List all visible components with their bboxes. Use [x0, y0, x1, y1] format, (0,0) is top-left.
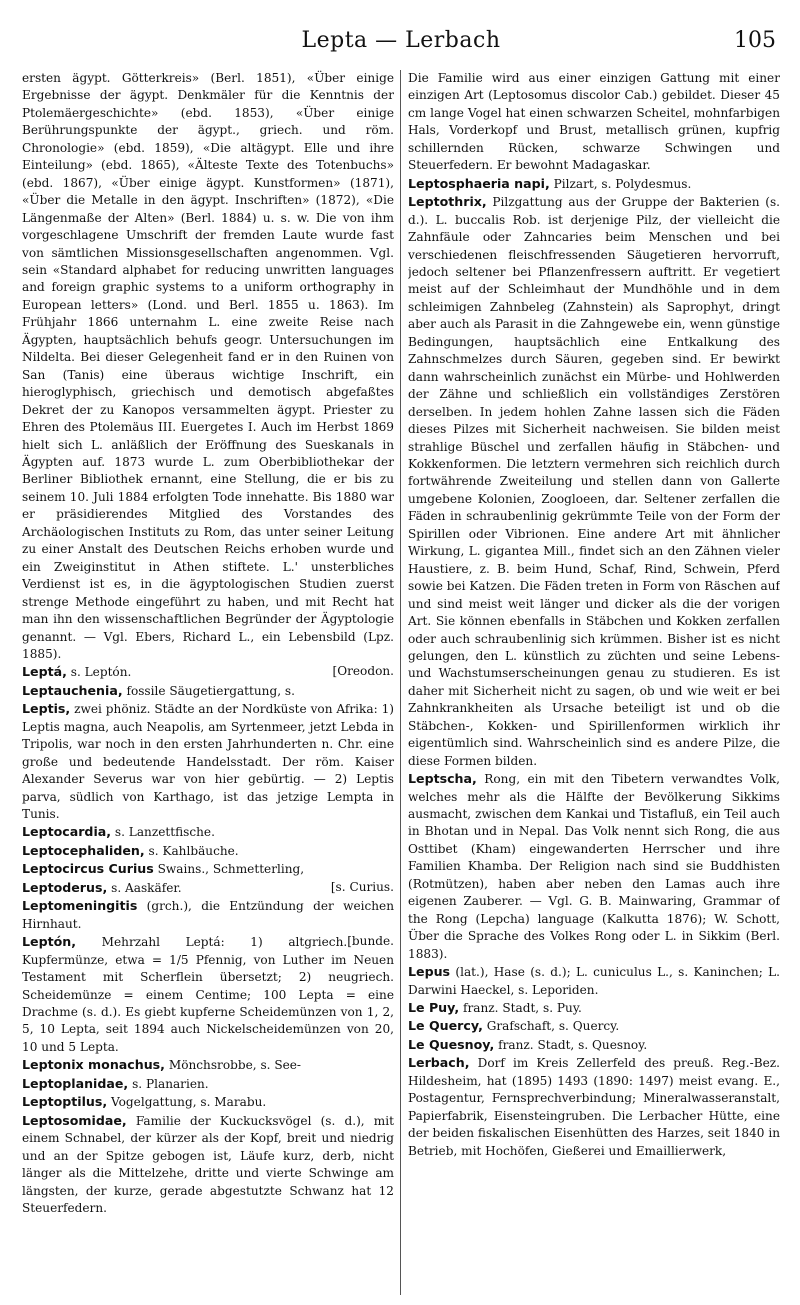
dictionary-entry [22, 933, 394, 1056]
dictionary-entry [408, 770, 780, 963]
dictionary-entry [22, 1075, 394, 1093]
entry-text: franz. Stadt, s. Puy. [463, 1001, 582, 1016]
dictionary-entry [22, 700, 394, 823]
entry-headword: Leptauchenia, [22, 682, 123, 698]
dictionary-entry [22, 1056, 394, 1074]
dictionary-entry [408, 999, 780, 1017]
entry-headword: Leptosphaeria napi, [408, 175, 550, 191]
entry-text: s. Lanzettfische. [114, 825, 215, 840]
dictionary-entry [22, 897, 394, 933]
entry-headword: Leptonix monachus, [22, 1057, 165, 1073]
entry-text: Rong, ein mit den Tibetern verwandtes Volk, welches mehr als die Hälfte der Bevölkerung Sikkims ausmacht, zwischen dem Kankai und Tistafluß, ein Teil auch in Bhotan und in Nepal. Das Volk nennt sich Rong, die aus Osttibet (Kham) eingewanderten Herrscher und ihre Familien Khamba. Der Religion nach sind sie Buddhisten (Rotmützen), haben aber neben den Lamas auch ihre eigenen Zauberer. — Vgl. G. B. Mainwaring, Grammar of the Rong (Lepcha) language (Kalkutta 1876); W. Schott, Über die Sprache des Volkes Rong oder L. in Sikkim (Berl. 1883). [408, 772, 780, 961]
entry-text: s. Planarien. [132, 1076, 209, 1091]
entry-headword: Leptoderus, [22, 879, 108, 895]
entry-headword: Leptocephaliden, [22, 842, 145, 858]
dictionary-entry [22, 70, 394, 663]
entry-text: Swains., Schmetterling, [157, 862, 305, 877]
text-columns [22, 70, 780, 1295]
dictionary-entry [408, 1036, 780, 1054]
dictionary-entry [22, 1112, 394, 1218]
entry-headword: Leptothrix, [408, 194, 487, 210]
entry-headword: Leptocardia, [22, 824, 112, 840]
entry-text: Pilzgattung aus der Gruppe der Bakterien (s. d.). L. buccalis Rob. ist derjenige Pilz, der vielleicht die Zahnfäule oder Zahncaries beim Menschen und bei verschiedenen fleischfressenden Säugetieren hervorruft, jedoch seltener bei Pflanzenfressern auftritt. Er vegetiert meist auf der Schleimhaut der Mundhöhle und in dem schleimigen Zahnbeleg (Zahnstein) als Saprophyt, dringt aber auch als Parasit in die Zahngewebe ein, wenn günstige Bedingungen, hauptsächlich eine Entkalkung des Zahnschmelzes durch Säuren, gegeben sind. Er bewirkt dann wahrscheinlich zunächst ein Mürbe- und Hohlwerden der Zähne und schließlich ein vollständiges Zerstören derselben. In jedem hohlen Zahne lassen sich die Fäden dieses Pilzes mit Sicherheit nachweisen. Sie bilden meist strahlige Büschel und zerfallen häufig in Stäbchen- und Kokkenformen. Die letztern vermehren sich reichlich durch fortwährende Zweiteilung und stellen dann von Gallerte umgebene Kolonien, Zoogloeen, dar. Seltener zerfallen die Fäden in schraubenlinig gekrümmte Teile von der Form der Spirillen oder Vibrionen. Eine andere Art mit ähnlicher Wirkung, L. gigantea Mill., findet sich an den Zähnen vieler Haustiere, z. B. beim Hund, Schaf, Rind, Schwein, Pferd sowie bei Katzen. Die Fäden treten in Form von Räschen auf und sind meist weit länger und dicker als die der vorigen Art. Sie können ebenfalls in Stäbchen und Kokken zerfallen oder auch schraubenlinig sich krümmen. Bisher ist es nicht gelungen, den L. künstlich zu züchten und seine Lebens- und Wachstumserscheinungen genau zu studieren. Es ist daher mit Sicherheit nicht zu sagen, ob und wie weit er bei Zahnkrankheiten als Ursache beteiligt ist und ob die Stäbchen-, Kokken- und Spirillenformen wirklich ihr eigentümlich sind. Wahrscheinlich sind es andere Pilze, die diese Formen bilden. [408, 195, 780, 768]
entry-headword: Leptomeningitis [22, 898, 138, 914]
entry-headword: Leptocircus Curius [22, 861, 154, 877]
entry-text: Mehrzahl Leptá: 1) altgriech. Kupfermünze, etwa = 1/5 Pfennig, von Luther im Neuen Testament mit Scherflein übersetzt; 2) neugriech. Scheidemünze = einem Centime; 100 Lepta = eine Drachme (s. d.). Es giebt kupferne Scheidemünzen von 1, 2, 5, 10 Lepta, seit 1894 auch Nickelscheidemünzen von 20, 10 und 5 Lepta. [22, 935, 394, 1054]
entry-text: s. Kahlbäuche. [148, 843, 239, 858]
entry-text: Die Familie wird aus einer einzigen Gattung mit einer einzigen Art (Leptosomus discolor Cab.) gebildet. Dieser 45 cm lange Vogel hat einen schwarzen Scheitel, mohnfarbigen Hals, Vorderkopf und Brust, metallisch grünen, kupfrig schillernden Rücken, schwarze Schwingen und Steuerfedern. Er bewohnt Madagaskar. [408, 71, 780, 173]
entry-headword: Leptoptilus, [22, 1094, 108, 1110]
dictionary-entry [408, 1017, 780, 1035]
entry-headword: Lerbach, [408, 1055, 470, 1071]
dictionary-entry [408, 963, 780, 999]
entry-text: Grafschaft, s. Quercy. [486, 1019, 620, 1034]
entry-text: zwei phöniz. Städte an der Nordküste von Afrika: 1) Leptis magna, auch Neapolis, am Syrtenmeer, jetzt Lebda in Tripolis, war noch in den ersten Jahrhunderten n. Chr. eine große und bedeutende Handelsstadt. Der röm. Kaiser Alexander Severus war von hier gebürtig. — 2) Leptis parva, südlich von Karthago, ist das jetzige Lempta in Tunis. [22, 702, 394, 822]
dictionary-entry [22, 860, 394, 878]
running-title: Lepta — Lerbach [301, 28, 501, 53]
entry-continuation-fragment: [s. Curius. [330, 879, 394, 894]
dictionary-entry [22, 1093, 394, 1111]
entry-text: ersten ägypt. Götterkreis» (Berl. 1851), «Über einige Ergebnisse der ägypt. Denkmäler für die Kenntnis der Ptolemäergeschichte» (ebd. 1853), «Über einige Berührungspunkte der ägypt., griech. und röm. Chronologie» (ebd. 1859), «Die altägypt. Elle und ihre Einteilung» (ebd. 1865), «Älteste Texte des Totenbuchs» (ebd. 1867), «Über einige ägypt. Kunstformen» (1871), «Über die Metalle in den ägypt. Inschriften» (1872), «Die Längenmaße der Alten» (Berl. 1884) u. s. w. Die von ihm vorgeschlagene Umschrift der fremden Laute wurde fast von sämtlichen Missionsgesellschaften angenommen. Vgl. sein «Standard alphabet for reducing unwritten languages and foreign graphic systems to a uniform orthography in European letters» (Lond. und Berl. 1855 u. 1863). Im Frühjahr 1866 unternahm L. eine zweite Reise nach Ägypten, hauptsächlich behufs geogr. Untersuchungen im Nildelta. Bei dieser Gelegenheit fand er in den Ruinen von San (Tanis) eine überaus wichtige Inschrift, ein hieroglyphisch, griechisch und demotisch abgefaßtes Dekret der zu Kanopos versammelten ägypt. Priester zu Ehren des Ptolemäus III. Euergetes I. Auch im Herbst 1869 hielt sich L. anläßlich der Eröffnung des Sueskanals in Ägypten auf. 1873 wurde L. zum Oberbibliothekar der Berliner Bibliothek ernannt, eine Stellung, die er bis zu seinem 10. Juli 1884 erfolgten Tode innehatte. Bis 1880 war er präsidierendes Mitglied des Vorstandes des Archäologischen Instituts zu Rom, das unter seiner Leitung zu einer Anstalt des Deutschen Reichs erhoben wurde und ein Zweiginstitut in Athen stiftete. L.' unsterbliches Verdienst ist es, in die ägyptologischen Studien zuerst strenge Methode eingeführt zu haben, und mit Recht hat man ihn den wissenschaftlichen Begründer der Ägyptologie genannt. — Vgl. Ebers, Richard L., ein Lebensbild (Lpz. 1885). [22, 71, 394, 661]
entry-headword: Leptis, [22, 701, 71, 717]
right-column [408, 70, 780, 1295]
left-column [22, 70, 394, 1295]
dictionary-entry [22, 682, 394, 700]
entry-text: s. Aaskäfer. [111, 880, 182, 895]
dictionary-entry [22, 663, 394, 681]
entry-text: Dorf im Kreis Zellerfeld des preuß. Reg.-Bez. Hildesheim, hat (1895) 1493 (1890: 1497) meist evang. E., Postagentur, Fernsprechverbindung; Mineralwasseranstalt, Papierfabrik, Eisensteingruben. Die Lerbacher Hütte, eine der beiden fiskalischen Eisenhütten des Harzes, seit 1840 in Betrieb, mit Hochöfen, Gießerei und Emaillierwerk, [408, 1056, 780, 1158]
entry-text: (lat.), Hase (s. d.); L. cuniculus L., s. Kaninchen; L. Darwini Haeckel, s. Leporiden. [408, 965, 780, 997]
entry-headword: Leptón, [22, 934, 77, 950]
entry-text: Familie der Kuckucksvögel (s. d.), mit einem Schnabel, der kürzer als der Kopf, breit und niedrig und an der Spitze gebogen ist, Läufe kurz, derb, nicht länger als die Mittelzehe, dritte und vierte Schwinge am längsten, der kurze, gerade abgestutzte Schwanz hat 12 Steuerfedern. [22, 1113, 394, 1215]
entry-text: fossile Säugetiergattung, s. [126, 683, 295, 698]
entry-continuation-fragment: [bunde. [347, 934, 394, 949]
entry-text: Pilzart, s. Polydesmus. [553, 176, 692, 191]
entry-headword: Le Quercy, [408, 1018, 483, 1034]
dictionary-entry [22, 879, 394, 897]
entry-text: (grch.), die Entzündung der weichen Hirnhaut. [22, 899, 394, 931]
entry-headword: Leptosomidae, [22, 1112, 127, 1128]
dictionary-entry [408, 193, 780, 770]
entry-headword: Le Puy, [408, 1000, 460, 1016]
dictionary-entry [22, 823, 394, 841]
dictionary-entry [408, 1054, 780, 1160]
entry-text: Vogelgattung, s. Marabu. [111, 1095, 267, 1110]
entry-headword: Leptoplanidae, [22, 1075, 129, 1091]
entry-text: s. Leptón. [70, 665, 132, 680]
entry-text: Mönchsrobbe, s. See- [168, 1058, 302, 1073]
entry-headword: Leptscha, [408, 771, 477, 787]
entry-continuation-fragment: [Oreodon. [332, 664, 394, 679]
entry-headword: Lepus [408, 964, 451, 980]
column-divider [400, 70, 401, 1295]
entry-headword: Le Quesnoy, [408, 1036, 495, 1052]
page-number: 105 [734, 28, 776, 53]
dictionary-entry [408, 70, 780, 175]
entry-text: franz. Stadt, s. Quesnoy. [498, 1037, 648, 1052]
page-header [22, 28, 780, 58]
entry-headword: Leptá, [22, 664, 67, 680]
dictionary-entry [408, 175, 780, 193]
dictionary-entry [22, 842, 394, 860]
